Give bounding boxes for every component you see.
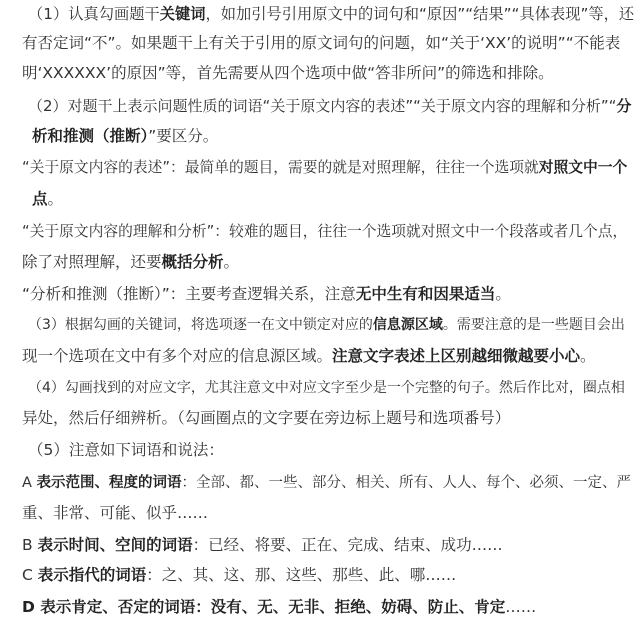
text-line bbox=[28, 96, 631, 118]
text-line bbox=[22, 473, 631, 495]
text-segment: ：已经、将要、正在、完成、结束、成功…… bbox=[192, 536, 503, 554]
text-line bbox=[22, 284, 511, 306]
text-segment: 。 bbox=[495, 285, 511, 303]
text-line bbox=[22, 222, 627, 244]
bold-text-segment: 无中生有和因果适当 bbox=[355, 285, 496, 303]
text-segment: 明‘XXXXXX’的原因”等，首先需要从四个选项中做“答非所问”的筛选和排除。 bbox=[22, 64, 554, 82]
text-segment: 重、非常、可能、似乎…… bbox=[22, 504, 209, 522]
text-segment: （2）对题干上表示问题性质的词语“关于原文内容的表述”“关于原文内容的理解和分析”“ bbox=[28, 97, 617, 115]
bold-text-segment: 点 bbox=[32, 190, 48, 208]
text-line bbox=[22, 503, 208, 525]
text-segment: 。 bbox=[47, 190, 64, 208]
text-line bbox=[28, 4, 634, 26]
bold-text-segment: 析和推测（推断） bbox=[32, 127, 149, 145]
bold-text-segment: D bbox=[22, 598, 41, 616]
text-line bbox=[28, 378, 625, 400]
text-line bbox=[22, 63, 554, 85]
bold-text-segment: 表示范围、程度的词语 bbox=[36, 475, 182, 491]
bold-text-segment: 概括分析 bbox=[161, 253, 224, 271]
text-segment: “关于原文内容的表述”：最简单的题目，需要的就是对照理解，往往一个选项就 bbox=[22, 159, 539, 176]
bold-text-segment: 注意文字表述上区别越细微越要小心 bbox=[332, 347, 581, 365]
text-line bbox=[32, 189, 63, 211]
text-segment: 。 bbox=[580, 347, 596, 365]
text-line bbox=[32, 126, 218, 148]
text-line bbox=[22, 252, 239, 274]
text-segment: 。 bbox=[223, 253, 240, 271]
bold-text-segment: 表示肯定、否定的词语：没有、无、无非、拒绝、妨碍、防止、肯定 bbox=[40, 598, 506, 616]
text-line bbox=[22, 158, 627, 180]
text-segment: 。需要注意的是一些题目会出 bbox=[442, 317, 625, 333]
text-segment: “分析和推测（推断）”：主要考查逻辑关系，注意 bbox=[22, 285, 356, 303]
text-segment: A bbox=[22, 475, 37, 491]
text-segment: “关于原文内容的理解和分析”：较难的题目，往往一个选项就对照文中一个段落或者几个点， bbox=[22, 223, 628, 240]
text-segment: B bbox=[22, 536, 38, 554]
text-segment: 有否定词“不”。如果题干上有关于引用的原文词句的问题，如“关于‘XX’的说明”“不能表 bbox=[22, 34, 621, 52]
text-line bbox=[28, 440, 224, 462]
text-segment: C bbox=[22, 566, 38, 584]
text-line bbox=[22, 535, 503, 557]
text-segment: ”要区分。 bbox=[148, 127, 219, 145]
text-segment: （3）根据勾画的关键词，将选项逐一在文中锁定对应的 bbox=[28, 317, 373, 333]
text-segment: （1）认真勾画题干 bbox=[28, 5, 160, 23]
bold-text-segment: 表示时间、空间的词语 bbox=[37, 536, 193, 554]
bold-text-segment: 信息源区域 bbox=[372, 317, 443, 333]
bold-text-segment: 对照文中一个 bbox=[538, 159, 628, 176]
text-line bbox=[22, 597, 536, 619]
text-line bbox=[28, 315, 625, 337]
bold-text-segment: 关键词 bbox=[159, 5, 206, 23]
text-segment: （5）注意如下词语和说法： bbox=[28, 441, 224, 459]
text-line bbox=[22, 408, 510, 430]
text-segment: 现一个选项在文中有多个对应的信息源区域。 bbox=[22, 347, 333, 365]
text-line bbox=[22, 33, 620, 55]
text-segment: ，如加引号引用原文中的词句和“原因”“结果”“具体表现”等，还 bbox=[205, 5, 635, 23]
text-line bbox=[22, 565, 456, 587]
text-segment: 除了对照理解，还要 bbox=[22, 253, 162, 271]
bold-text-segment: 分 bbox=[616, 97, 632, 115]
text-segment: …… bbox=[505, 598, 537, 616]
text-segment: 异处，然后仔细辨析。（勾画圈点的文字要在旁边标上题号和选项番号） bbox=[22, 409, 511, 427]
bold-text-segment: 表示指代的词语 bbox=[37, 566, 147, 584]
text-segment: ：之、其、这、那、这些、那些、此、哪…… bbox=[146, 566, 457, 584]
text-segment: ：全部、都、一些、部分、相关、所有、人人、每个、必须、一定、严 bbox=[181, 475, 632, 491]
text-line bbox=[22, 346, 596, 368]
text-segment: （4）勾画找到的对应文字，尤其注意文中对应文字至少是一个完整的句子。然后作比对，圈点相 bbox=[28, 380, 625, 396]
